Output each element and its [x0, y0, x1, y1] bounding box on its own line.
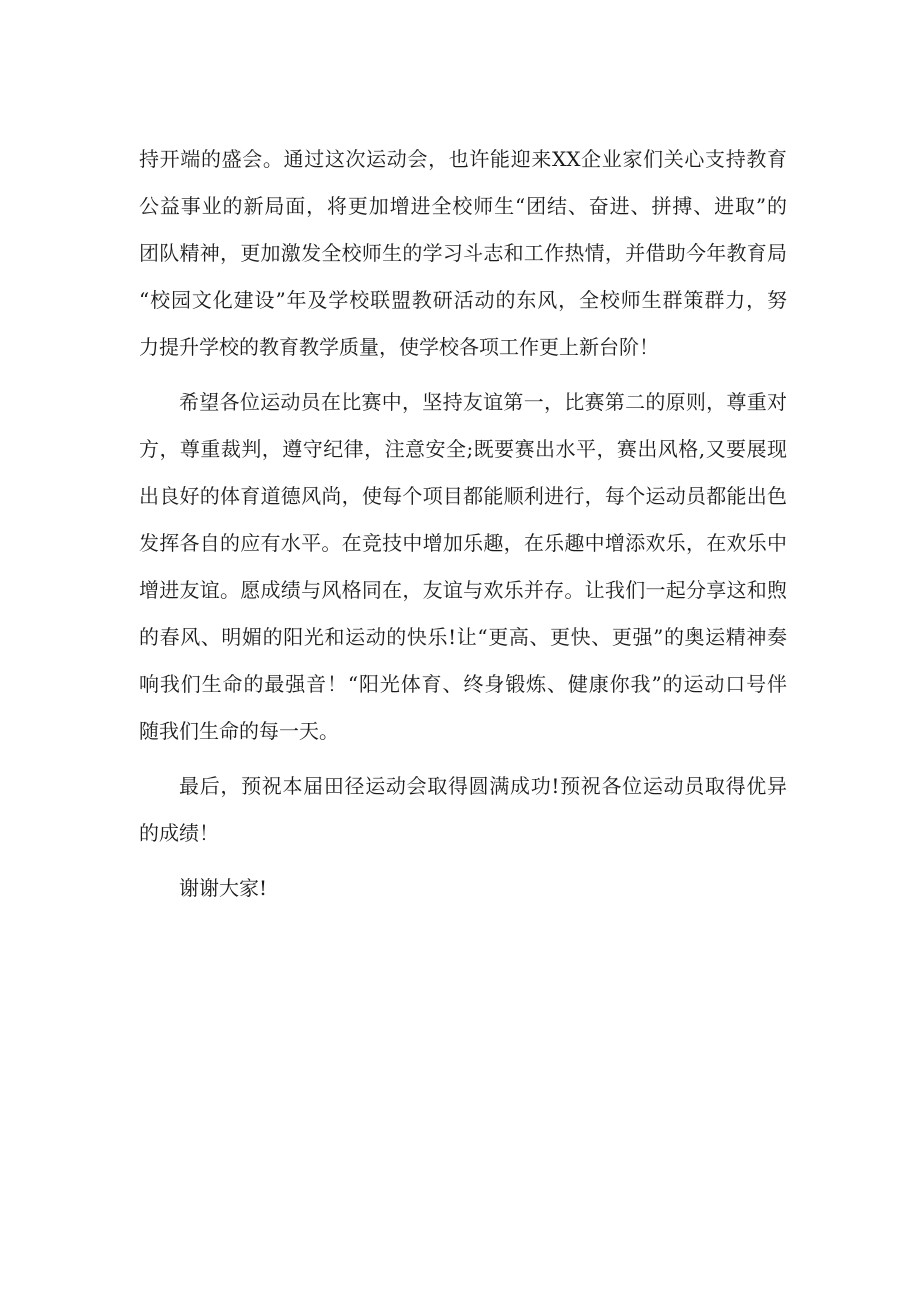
paragraph-line: 谢谢大家! — [179, 876, 268, 900]
paragraph-line: 最后，预祝本届田径运动会取得圆满成功!预祝各位运动员取得优异 — [179, 774, 787, 798]
paragraph-line: “校园文化建设”年及学校联盟教研活动的东风，全校师生群策群力，努 — [139, 288, 787, 312]
paragraph-line: 希望各位运动员在比赛中，坚持友谊第一，比赛第二的原则，尊重对 — [179, 390, 787, 414]
paragraph-line: 的春风、明媚的阳光和运动的快乐!让“更高、更快、更强”的奥运精神奏 — [139, 625, 787, 649]
paragraph-line: 团队精神，更加激发全校师生的学习斗志和工作热情，并借助今年教育局 — [139, 241, 787, 265]
paragraph-1 — [139, 136, 787, 371]
paragraph-gap — [139, 755, 787, 763]
paragraph-3 — [139, 763, 787, 857]
paragraph-line: 力提升学校的教育教学质量，使学校各项工作更上新台阶！ — [139, 335, 659, 359]
paragraph-line: 发挥各自的应有水平。在竞技中增加乐趣，在乐趣中增添欢乐，在欢乐中 — [139, 531, 787, 555]
document-body — [139, 136, 787, 912]
paragraph-4 — [139, 865, 787, 912]
paragraph-2 — [139, 379, 787, 755]
paragraph-line: 响我们生命的最强音！“阳光体育、终身锻炼、健康你我”的运动口号伴 — [139, 672, 787, 696]
paragraph-line: 增进友谊。愿成绩与风格同在，友谊与欢乐并存。让我们一起分享这和煦 — [139, 578, 787, 602]
paragraph-line: 随我们生命的每一天。 — [139, 719, 339, 743]
paragraph-gap — [139, 371, 787, 379]
paragraph-gap — [139, 857, 787, 865]
paragraph-line: 出良好的体育道德风尚，使每个项目都能顺利进行，每个运动员都能出色 — [139, 484, 787, 508]
paragraph-line: 方，尊重裁判，遵守纪律，注意安全;既要赛出水平，赛出风格,又要展现 — [139, 437, 787, 461]
paragraph-line: 的成绩！ — [139, 821, 219, 845]
paragraph-line: 公益事业的新局面，将更加增进全校师生“团结、奋进、拼搏、进取”的 — [139, 194, 787, 218]
paragraph-line: 持开端的盛会。通过这次运动会，也许能迎来XX企业家们关心支持教育 — [139, 147, 787, 171]
